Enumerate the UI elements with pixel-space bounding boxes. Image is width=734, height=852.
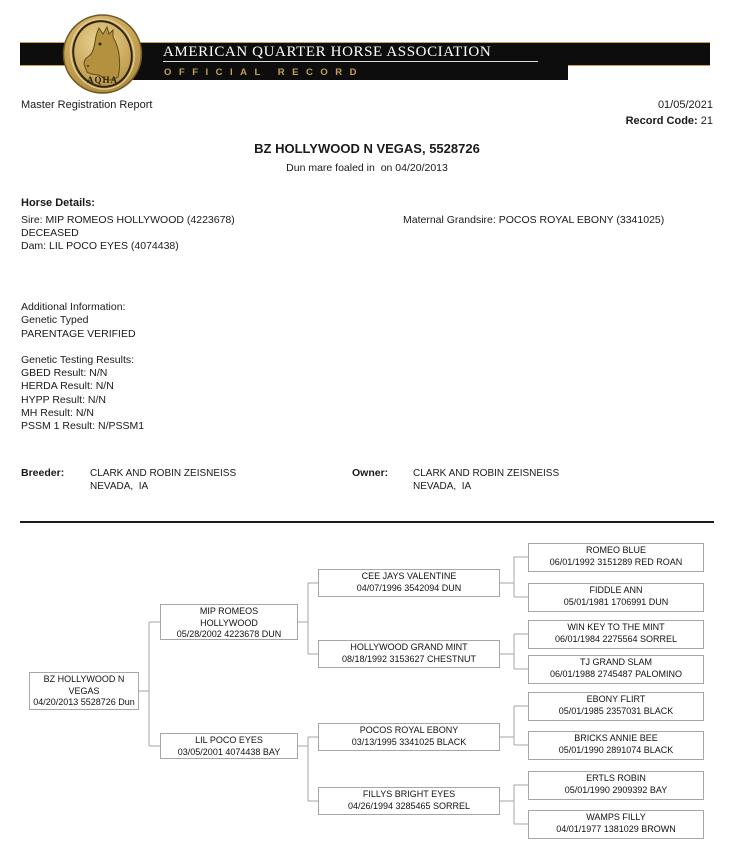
horse-name: MIP ROMEOS HOLLYWOOD (199, 606, 259, 628)
horse-name: ERTLS ROBIN (586, 773, 646, 783)
horse-name: BZ HOLLYWOOD N VEGAS (43, 674, 125, 696)
horse-details: 03/05/2001 4074438 BAY (177, 746, 281, 757)
horse-name: WIN KEY TO THE MINT (567, 622, 665, 632)
owner-name: CLARK AND ROBIN ZEISNEISS (413, 468, 560, 479)
horse-details: 05/28/2002 4223678 DUN (176, 629, 282, 639)
genetic-result-line: HERDA Result: N/N (21, 380, 114, 393)
breeder-label: Breeder: (21, 467, 65, 479)
owner-location: NEVADA, IA (413, 481, 472, 492)
horse-name: BRICKS ANNIE BEE (574, 733, 658, 743)
pedigree-node-sire (160, 604, 298, 640)
sire-line: Sire: MIP ROMEOS HOLLYWOOD (4223678) (21, 214, 235, 226)
horse-name: FIDDLE ANN (589, 585, 643, 595)
pedigree-node-sire-dam (318, 640, 500, 668)
owner-label: Owner: (352, 467, 389, 479)
horse-subtitle: Dun mare foaled in on 04/20/2013 (286, 162, 448, 174)
breeder-block (90, 467, 236, 493)
horse-details: 05/01/1990 2909392 BAY (564, 784, 668, 795)
org-name: AMERICAN QUARTER HORSE ASSOCIATION (163, 44, 492, 60)
genetic-result-line: HYPP Result: N/N (21, 393, 106, 406)
pedigree-node-ddd (528, 810, 704, 839)
horse-details: 05/01/1990 2891074 BLACK (558, 744, 674, 755)
pedigree-node-root (29, 672, 139, 710)
pedigree-node-sdd (528, 655, 704, 684)
section-divider (20, 521, 714, 523)
pedigree-node-sds (528, 620, 704, 649)
genetic-results-heading: Genetic Testing Results: (21, 354, 135, 366)
horse-details: 04/07/1996 3542094 DUN (356, 582, 462, 593)
org-subtitle: OFFICIAL RECORD (164, 67, 364, 78)
horse-details: 06/01/1992 3151289 RED ROAN (549, 556, 683, 567)
record-code-label: Record Code: (625, 115, 698, 127)
horse-details: 04/20/2013 5528726 Dun (33, 697, 135, 707)
report-title: Master Registration Report (21, 99, 153, 111)
horse-name: LIL POCO EYES (195, 735, 263, 745)
maternal-grandsire-line: Maternal Grandsire: POCOS ROYAL EBONY (3341025) (403, 214, 665, 226)
horse-name: CEE JAYS VALENTINE (361, 571, 457, 581)
pedigree-node-dsd (528, 731, 704, 760)
genetic-result-line: GBED Result: N/N (21, 367, 108, 380)
pedigree-node-dam (160, 733, 298, 759)
additional-info-block (21, 301, 136, 341)
horse-details: 06/01/1984 2275564 SORREL (554, 633, 678, 644)
breeder-location: NEVADA, IA (90, 481, 149, 492)
dam-line: Dam: LIL POCO EYES (4074438) (21, 240, 179, 252)
horse-name: HOLLYWOOD GRAND MINT (350, 642, 468, 652)
horse-name: TJ GRAND SLAM (579, 657, 652, 667)
report-date: 01/05/2021 (657, 99, 713, 111)
horse-name: ROMEO BLUE (585, 545, 646, 555)
horse-details: 08/18/1992 3153627 CHESTNUT (341, 653, 477, 664)
aqha-logo (62, 14, 143, 94)
horse-name: FILLYS BRIGHT EYES (362, 789, 456, 799)
deceased-line: DECEASED (21, 227, 79, 239)
org-name-underline (163, 61, 538, 62)
horse-details-block (21, 214, 235, 253)
pedigree-node-dam-dam (318, 787, 500, 815)
horse-details: 04/26/1994 3285465 SORREL (347, 800, 471, 811)
horse-name: WAMPS FILLY (586, 812, 646, 822)
horse-head-medallion-icon (62, 14, 143, 94)
horse-details: 05/01/1985 2357031 BLACK (558, 705, 674, 716)
genetic-result-line: PSSM 1 Result: N/PSSM1 (21, 420, 145, 433)
horse-name: EBONY FLIRT (586, 694, 646, 704)
record-code-value: 21 (697, 115, 713, 127)
pedigree-node-dds (528, 771, 704, 800)
record-code (626, 115, 713, 127)
pedigree-node-dss (528, 692, 704, 721)
additional-info-heading: Additional Information: (21, 301, 126, 313)
horse-details: 05/01/1981 1706991 DUN (563, 596, 669, 607)
breeder-name: CLARK AND ROBIN ZEISNEISS (90, 468, 237, 479)
additional-info-line: Genetic Typed (21, 314, 89, 327)
additional-info-line: PARENTAGE VERIFIED (21, 327, 136, 340)
horse-name: POCOS ROYAL EBONY (359, 725, 459, 735)
horse-details: 03/13/1995 3341025 BLACK (351, 736, 467, 747)
horse-details-heading: Horse Details: (21, 197, 95, 209)
pedigree-node-ssd (528, 583, 704, 612)
logo-text: AQHA (87, 75, 118, 85)
owner-block (413, 467, 559, 493)
pedigree-node-sss (528, 543, 704, 572)
genetic-result-line: MH Result: N/N (21, 406, 94, 419)
pedigree-node-sire-sire (318, 569, 500, 597)
horse-details: 06/01/1988 2745487 PALOMINO (550, 668, 682, 679)
horse-title: BZ HOLLYWOOD N VEGAS, 5528726 (254, 141, 480, 156)
genetic-results-block (21, 354, 144, 433)
horse-details: 04/01/1977 1381029 BROWN (556, 823, 676, 834)
pedigree-node-dam-sire (318, 723, 500, 751)
